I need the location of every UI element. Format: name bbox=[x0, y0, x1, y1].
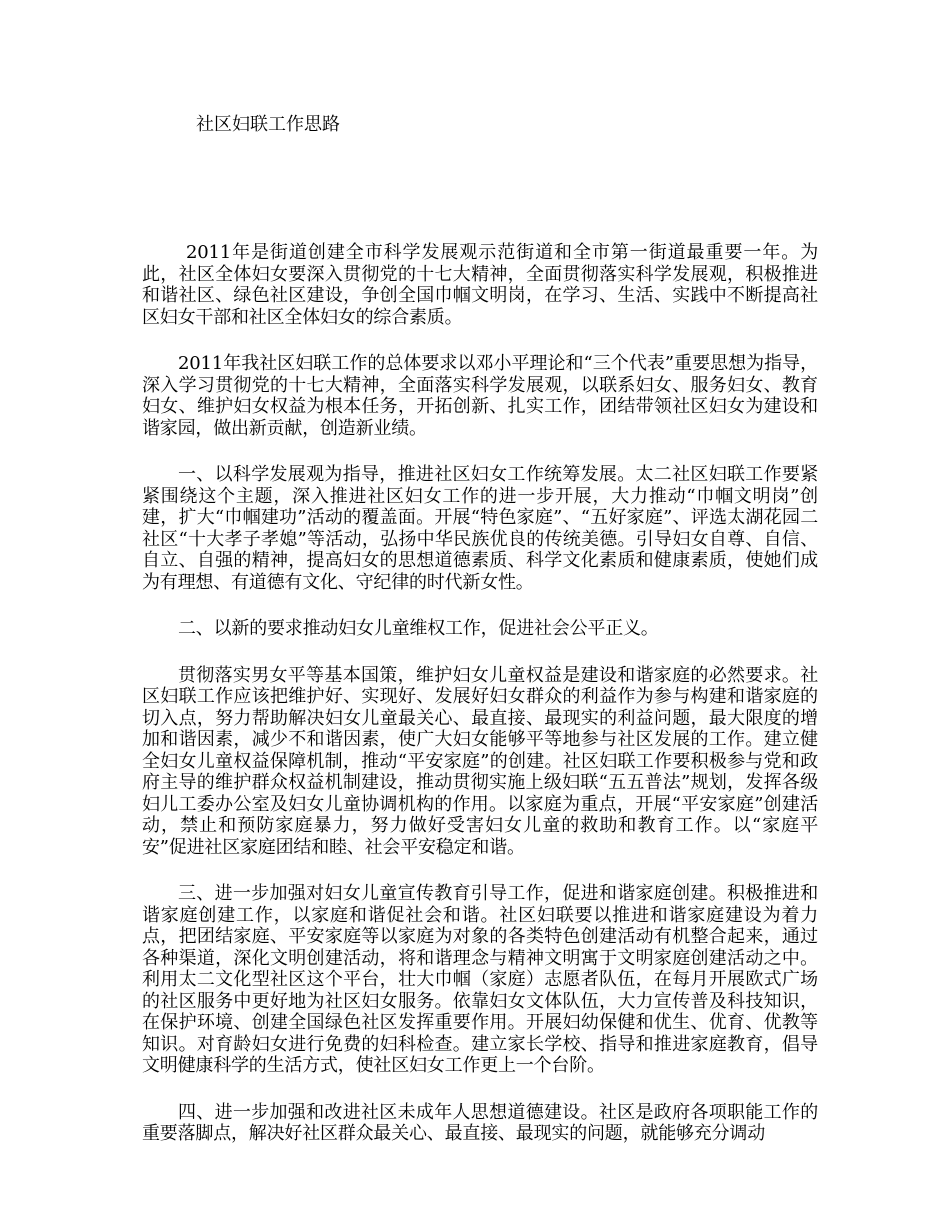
paragraph-section-one: 一、以科学发展观为指导，推进社区妇女工作统筹发展。太二社区妇联工作要紧紧围绕这个主题，深入推进社区妇女工作的进一步开展，大力推动“巾帼文明岗”创建，扩大“巾帼建功”活动的覆盖面。开展“特色家庭”、“五好家庭”、评选太湖花园二社区“十大孝子孝媳”等活动，弘扬中华民族优良的传统美德。引导妇女自尊、自信、自立、自强的精神，提高妇女的思想道德素质、科学文化素质和健康素质，使她们成为有理想、有道德有文化、守纪律的时代新女性。 bbox=[142, 464, 818, 593]
paragraph-section-four: 四、进一步加强和改进社区未成年人思想道德建设。社区是政府各项职能工作的重要落脚点，解决好社区群众最关心、最直接、最现实的问题，就能够充分调动 bbox=[142, 1101, 818, 1144]
paragraph-section-two-body: 贯彻落实男女平等基本国策，维护妇女儿童权益是建设和谐家庭的必然要求。社区妇联工作应该把维护好、实现好、发展好妇女群众的利益作为参与构建和谐家庭的切入点，努力帮助解决妇女儿童最关心、最直接、最现实的利益问题，最大限度的增加和谐因素，减少不和谐因素，使广大妇女能够平等地参与社区发展的工作。建立健全妇女儿童权益保障机制，推动“平安家庭”的创建。社区妇联工作要积极参与党和政府主导的维护群众权益机制建设，推动贯彻实施上级妇联“五五普法”规划，发挥各级妇儿工委办公室及妇女儿童协调机构的作用。以家庭为重点，开展“平安家庭”创建活动，禁止和预防家庭暴力，努力做好受害妇女儿童的救助和教育工作。以“家庭平安”促进社区家庭团结和睦、社会平安稳定和谐。 bbox=[142, 664, 818, 858]
paragraph-section-three: 三、进一步加强对妇女儿童宣传教育引导工作，促进和谐家庭创建。积极推进和谐家庭创建工作，以家庭和谐促社会和谐。社区妇联要以推进和谐家庭建设为着力点，把团结家庭、平安家庭等以家庭为对象的各类特色创建活动有机整合起来，通过各种渠道，深化文明创建活动，将和谐理念与精神文明寓于文明家庭创建活动之中。利用太二文化型社区这个平台，壮大巾帼（家庭）志愿者队伍，在每月开展欧式广场的社区服务中更好地为社区妇女服务。依靠妇女文体队伍，大力宣传普及科技知识，在保护环境、创建全国绿色社区发挥重要作用。开展妇幼保健和优生、优育、优教等知识。对育龄妇女进行免费的妇科检查。建立家长学校、指导和推进家庭教育，倡导文明健康科学的生活方式，使社区妇女工作更上一个台阶。 bbox=[142, 883, 818, 1076]
paragraph-section-two-heading: 二、以新的要求推动妇女儿童维权工作，促进社会公平正义。 bbox=[178, 618, 659, 639]
document-body bbox=[142, 242, 818, 1145]
document-title: 社区妇联工作思路 bbox=[196, 114, 340, 135]
paragraph-overall-requirements: 2011年我社区妇联工作的总体要求以邓小平理论和“三个代表”重要思想为指导，深入学习贯彻党的十七大精神，全面落实科学发展观，以联系妇女、服务妇女、教育妇女、维护妇女权益为根本任务，开拓创新、扎实工作，团结带领社区妇女为建设和谐家园，做出新贡献，创造新业绩。 bbox=[142, 353, 818, 439]
paragraph-intro: 2011年是街道创建全市科学发展观示范街道和全市第一街道最重要一年。为此，社区全体妇女要深入贯彻党的十七大精神，全面贯彻落实科学发展观，积极推进和谐社区、绿色社区建设，争创全国巾帼文明岗，在学习、生活、实践中不断提高社区妇女干部和社区全体妇女的综合素质。 bbox=[142, 242, 818, 328]
